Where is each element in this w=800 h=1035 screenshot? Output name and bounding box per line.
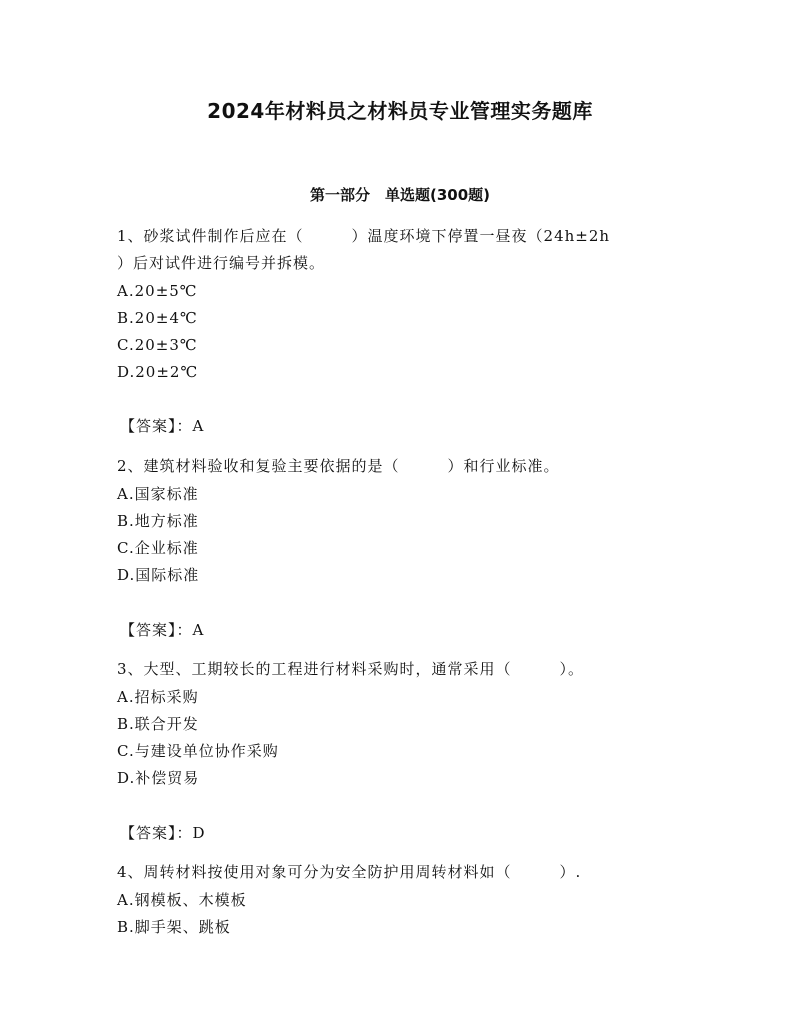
- question-3-option-b: B.联合开发: [117, 715, 199, 733]
- section-heading: 第一部分 单选题(300题): [309, 186, 491, 204]
- document-title: 2024年材料员之材料员专业管理实务题库: [207, 99, 593, 123]
- question-1-answer: 【答案】：A: [120, 417, 205, 435]
- question-2-text: 2、建筑材料验收和复验主要依据的是（ ）和行业标准。: [117, 457, 560, 475]
- question-4-option-a: A.钢模板、木模板: [117, 891, 247, 909]
- question-2-answer: 【答案】：A: [120, 621, 205, 639]
- question-4-option-b: B.脚手架、跳板: [117, 918, 231, 936]
- question-1-text-line-2: ）后对试件进行编号并拆模。: [117, 254, 326, 272]
- question-2-option-c: C.企业标准: [117, 539, 199, 557]
- question-2-option-a: A.国家标准: [117, 485, 199, 503]
- question-4-text: 4、周转材料按使用对象可分为安全防护用周转材料如（ ）.: [117, 863, 582, 881]
- question-3-option-c: C.与建设单位协作采购: [117, 742, 279, 760]
- question-1-option-c: C.20±3℃: [117, 336, 198, 354]
- question-3-option-d: D.补偿贸易: [117, 769, 200, 787]
- question-1-option-d: D.20±2℃: [117, 363, 199, 381]
- question-3-option-a: A.招标采购: [117, 688, 199, 706]
- question-1-option-b: B.20±4℃: [117, 309, 198, 327]
- question-2-option-d: D.国际标准: [117, 566, 200, 584]
- question-3-text: 3、大型、工期较长的工程进行材料采购时，通常采用（ ）。: [117, 660, 585, 678]
- question-3-answer: 【答案】：D: [120, 824, 206, 842]
- question-1-text-line-1: 1、砂浆试件制作后应在（ ）温度环境下停置一昼夜（24h±2h: [117, 227, 611, 245]
- question-2-option-b: B.地方标准: [117, 512, 199, 530]
- question-1-option-a: A.20±5℃: [117, 282, 198, 300]
